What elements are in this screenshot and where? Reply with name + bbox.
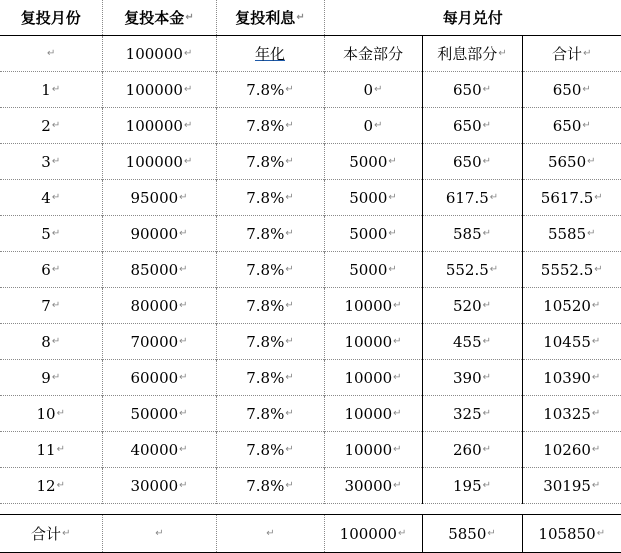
paragraph-mark: ↵ [393, 300, 402, 311]
total-value: 10260 [543, 440, 591, 459]
month-cell[interactable] [0, 108, 102, 144]
paragraph-mark: ↵ [482, 120, 492, 131]
subheader-principal-part-label: 本金部分 [342, 45, 403, 63]
paragraph-mark: ↵ [393, 444, 402, 455]
rate-cell[interactable] [216, 324, 324, 360]
paragraph-mark: ↵ [51, 300, 61, 311]
month-value: 8 [41, 332, 51, 351]
interest-part-cell[interactable] [422, 324, 522, 360]
rate-value: 7.8% [246, 80, 285, 99]
paragraph-mark: ↵ [285, 120, 294, 131]
paragraph-mark: ↵ [482, 336, 492, 347]
header-row [0, 0, 621, 36]
month-value: 10 [36, 404, 56, 423]
interest-part-value: 585 [452, 224, 482, 243]
paragraph-mark: ↵ [285, 480, 294, 491]
principal-value: 30000 [130, 476, 179, 495]
interest-part-cell[interactable] [422, 396, 522, 432]
principal-value: 50000 [130, 404, 179, 423]
totals-rate-cell[interactable] [216, 515, 324, 553]
total-cell[interactable] [522, 72, 621, 108]
paragraph-mark: ↵ [393, 372, 402, 383]
total-value: 10390 [543, 368, 591, 387]
rate-value: 7.8% [246, 188, 285, 207]
totals-principal-part-cell[interactable] [324, 515, 422, 553]
table-row [0, 324, 621, 360]
total-value: 5650 [547, 152, 587, 171]
paragraph-mark: ↵ [482, 156, 492, 167]
rate-value: 7.8% [246, 296, 285, 315]
month-cell[interactable] [0, 360, 102, 396]
paragraph-mark: ↵ [51, 156, 61, 167]
rate-value: 7.8% [246, 332, 285, 351]
header-month-label: 复投月份 [20, 9, 81, 27]
total-value: 10520 [543, 296, 591, 315]
table-row [0, 180, 621, 216]
total-cell[interactable] [522, 468, 621, 504]
rate-value: 7.8% [246, 476, 285, 495]
month-value: 3 [41, 152, 51, 171]
total-cell[interactable] [522, 396, 621, 432]
paragraph-mark: ↵ [582, 84, 591, 95]
principal-cell[interactable] [102, 432, 216, 468]
paragraph-mark: ↵ [591, 372, 601, 383]
paragraph-mark: ↵ [498, 48, 507, 59]
paragraph-mark: ↵ [296, 12, 305, 23]
paragraph-mark: ↵ [62, 528, 71, 539]
paragraph-mark: ↵ [183, 48, 193, 59]
principal-part-value: 10000 [344, 368, 393, 387]
paragraph-mark: ↵ [374, 120, 383, 131]
month-cell[interactable] [0, 144, 102, 180]
paragraph-mark: ↵ [388, 192, 397, 203]
month-cell[interactable] [0, 288, 102, 324]
table-row [0, 252, 621, 288]
paragraph-mark: ↵ [482, 444, 492, 455]
subheader-annualized-label: 年化 [254, 45, 285, 63]
rate-cell[interactable] [216, 360, 324, 396]
interest-part-value: 455 [452, 332, 482, 351]
paragraph-mark: ↵ [51, 192, 61, 203]
totals-total-cell[interactable] [522, 515, 621, 553]
principal-part-cell[interactable] [324, 144, 422, 180]
header-cell-principal[interactable] [102, 0, 216, 36]
month-cell[interactable] [0, 252, 102, 288]
paragraph-mark: ↵ [489, 264, 499, 275]
subheader-cell-2[interactable] [102, 36, 216, 72]
rate-cell[interactable] [216, 108, 324, 144]
principal-cell[interactable] [102, 144, 216, 180]
principal-part-value: 30000 [344, 476, 393, 495]
subheader-interest-part-label: 利息部分 [437, 45, 498, 63]
paragraph-mark: ↵ [56, 408, 65, 419]
principal-part-cell[interactable] [324, 108, 422, 144]
paragraph-mark: ↵ [388, 228, 397, 239]
principal-part-value: 5000 [349, 224, 388, 243]
interest-part-value: 260 [452, 440, 482, 459]
month-value: 9 [41, 368, 51, 387]
paragraph-mark: ↵ [183, 156, 193, 167]
interest-part-cell[interactable] [422, 216, 522, 252]
paragraph-mark: ↵ [388, 264, 397, 275]
principal-part-value: 10000 [344, 440, 393, 459]
paragraph-mark: ↵ [582, 120, 591, 131]
principal-part-cell[interactable] [324, 252, 422, 288]
paragraph-mark: ↵ [179, 480, 188, 491]
principal-cell[interactable] [102, 360, 216, 396]
paragraph-mark: ↵ [56, 444, 65, 455]
total-value: 10455 [543, 332, 591, 351]
paragraph-mark: ↵ [179, 372, 188, 383]
interest-part-cell[interactable] [422, 288, 522, 324]
paragraph-mark: ↵ [285, 192, 294, 203]
paragraph-mark: ↵ [179, 444, 188, 455]
paragraph-mark: ↵ [482, 408, 492, 419]
principal-part-value: 0 [363, 80, 374, 99]
paragraph-mark: ↵ [285, 372, 294, 383]
principal-part-cell[interactable] [324, 288, 422, 324]
paragraph-mark: ↵ [583, 48, 592, 59]
interest-part-value: 650 [452, 116, 482, 135]
paragraph-mark: ↵ [393, 408, 402, 419]
principal-part-cell[interactable] [324, 360, 422, 396]
interest-part-value: 390 [452, 368, 482, 387]
header-cell-month[interactable] [0, 0, 102, 36]
total-value: 5585 [547, 224, 587, 243]
month-value: 1 [41, 80, 51, 99]
principal-cell[interactable] [102, 468, 216, 504]
total-value: 5552.5 [540, 260, 594, 279]
interest-part-value: 552.5 [445, 260, 489, 279]
totals-label-value: 合计 [31, 525, 62, 543]
paragraph-mark: ↵ [482, 84, 492, 95]
total-cell[interactable] [522, 288, 621, 324]
principal-cell[interactable] [102, 324, 216, 360]
interest-part-value: 325 [452, 404, 482, 423]
paragraph-mark: ↵ [179, 300, 188, 311]
principal-cell[interactable] [102, 216, 216, 252]
principal-cell[interactable] [102, 72, 216, 108]
paragraph-mark: ↵ [51, 120, 61, 131]
interest-part-value: 617.5 [445, 188, 489, 207]
totals-interest-part-cell[interactable] [422, 515, 522, 553]
principal-part-cell[interactable] [324, 180, 422, 216]
paragraph-mark: ↵ [489, 192, 499, 203]
total-value: 650 [552, 80, 582, 99]
total-cell[interactable] [522, 360, 621, 396]
interest-part-value: 650 [452, 152, 482, 171]
month-cell[interactable] [0, 216, 102, 252]
paragraph-mark: ↵ [393, 480, 402, 491]
header-principal-label: 复投本金 [124, 9, 185, 27]
header-cell-interest[interactable] [216, 0, 324, 36]
principal-part-value: 5000 [349, 188, 388, 207]
principal-cell[interactable] [102, 288, 216, 324]
principal-value: 100000 [125, 80, 183, 99]
interest-part-cell[interactable] [422, 432, 522, 468]
paragraph-mark: ↵ [594, 192, 603, 203]
paragraph-mark: ↵ [482, 300, 492, 311]
principal-cell[interactable] [102, 180, 216, 216]
interest-part-value: 195 [452, 476, 482, 495]
subheader-cell-5[interactable] [422, 36, 522, 72]
subheader-cell-3[interactable] [216, 36, 324, 72]
paragraph-mark: ↵ [179, 264, 188, 275]
principal-value: 100000 [125, 152, 183, 171]
paragraph-mark: ↵ [179, 192, 188, 203]
table-row [0, 108, 621, 144]
paragraph-mark: ↵ [397, 528, 407, 539]
interest-part-value: 650 [452, 80, 482, 99]
rate-value: 7.8% [246, 260, 285, 279]
paragraph-mark: ↵ [285, 228, 294, 239]
principal-part-cell[interactable] [324, 324, 422, 360]
principal-cell[interactable] [102, 396, 216, 432]
paragraph-mark: ↵ [285, 444, 294, 455]
principal-part-cell[interactable] [324, 72, 422, 108]
paragraph-mark: ↵ [285, 336, 294, 347]
principal-value: 40000 [130, 440, 179, 459]
table-row [0, 396, 621, 432]
rate-cell[interactable] [216, 288, 324, 324]
interest-part-cell[interactable] [422, 108, 522, 144]
principal-value: 95000 [130, 188, 179, 207]
total-cell[interactable] [522, 216, 621, 252]
principal-cell[interactable] [102, 108, 216, 144]
month-value: 12 [36, 476, 56, 495]
totals-total-value: 105850 [538, 524, 596, 543]
table-row [0, 72, 621, 108]
table-row [0, 468, 621, 504]
table-row [0, 432, 621, 468]
paragraph-mark: ↵ [487, 528, 496, 539]
rate-cell[interactable] [216, 72, 324, 108]
total-value: 5617.5 [540, 188, 594, 207]
month-cell[interactable] [0, 396, 102, 432]
paragraph-mark: ↵ [51, 84, 61, 95]
rate-cell[interactable] [216, 396, 324, 432]
rate-cell[interactable] [216, 216, 324, 252]
paragraph-mark: ↵ [591, 336, 601, 347]
header-monthly-payout-label: 每月兑付 [442, 9, 503, 27]
paragraph-mark: ↵ [482, 228, 492, 239]
paragraph-mark: ↵ [179, 228, 188, 239]
rate-value: 7.8% [246, 224, 285, 243]
table-row [0, 144, 621, 180]
paragraph-mark: ↵ [56, 480, 65, 491]
subheader-total-label: 合计 [552, 45, 583, 63]
paragraph-mark: ↵ [285, 300, 294, 311]
paragraph-mark: ↵ [285, 264, 294, 275]
total-cell[interactable] [522, 324, 621, 360]
paragraph-mark: ↵ [388, 156, 397, 167]
paragraph-mark: ↵ [179, 408, 188, 419]
table-row [0, 288, 621, 324]
subheader-row [0, 36, 621, 72]
principal-part-value: 10000 [344, 332, 393, 351]
paragraph-mark: ↵ [179, 336, 188, 347]
paragraph-mark: ↵ [591, 300, 601, 311]
spacer-cell [0, 504, 621, 515]
total-cell[interactable] [522, 108, 621, 144]
paragraph-mark: ↵ [51, 228, 61, 239]
paragraph-mark: ↵ [591, 444, 601, 455]
header-interest-label: 复投利息 [235, 9, 296, 27]
month-cell[interactable] [0, 432, 102, 468]
principal-value: 80000 [130, 296, 179, 315]
month-cell[interactable] [0, 468, 102, 504]
paragraph-mark: ↵ [482, 480, 492, 491]
paragraph-mark: ↵ [47, 48, 56, 59]
month-value: 7 [41, 296, 51, 315]
paragraph-mark: ↵ [596, 528, 606, 539]
month-value: 6 [41, 260, 51, 279]
principal-part-value: 0 [363, 116, 374, 135]
subheader-cell-4[interactable] [324, 36, 422, 72]
month-value: 2 [41, 116, 51, 135]
paragraph-mark: ↵ [285, 84, 294, 95]
principal-part-value: 10000 [344, 404, 393, 423]
paragraph-mark: ↵ [587, 228, 596, 239]
principal-cell[interactable] [102, 252, 216, 288]
total-value: 650 [552, 116, 582, 135]
principal-part-cell[interactable] [324, 216, 422, 252]
principal-value: 70000 [130, 332, 179, 351]
principal-part-value: 5000 [349, 260, 388, 279]
rate-value: 7.8% [246, 440, 285, 459]
totals-row [0, 515, 621, 553]
total-value: 10325 [543, 404, 591, 423]
month-cell[interactable] [0, 180, 102, 216]
paragraph-mark: ↵ [266, 528, 275, 539]
paragraph-mark: ↵ [374, 84, 383, 95]
rate-cell[interactable] [216, 144, 324, 180]
interest-part-cell[interactable] [422, 360, 522, 396]
paragraph-mark: ↵ [587, 156, 596, 167]
principal-part-cell[interactable] [324, 432, 422, 468]
month-value: 4 [41, 188, 51, 207]
totals-interest-part-value: 5850 [448, 524, 487, 543]
subheader-cell-6[interactable] [522, 36, 621, 72]
principal-part-value: 5000 [349, 152, 388, 171]
month-cell[interactable] [0, 72, 102, 108]
paragraph-mark: ↵ [185, 12, 194, 23]
totals-label-cell[interactable] [0, 515, 102, 553]
paragraph-mark: ↵ [594, 264, 603, 275]
totals-principal-part-value: 100000 [339, 524, 397, 543]
paragraph-mark: ↵ [51, 372, 61, 383]
rate-value: 7.8% [246, 404, 285, 423]
header-cell-monthly-payout[interactable] [324, 0, 621, 36]
total-cell[interactable] [522, 144, 621, 180]
principal-value: 90000 [130, 224, 179, 243]
paragraph-mark: ↵ [285, 156, 294, 167]
rate-value: 7.8% [246, 368, 285, 387]
rate-cell[interactable] [216, 432, 324, 468]
paragraph-mark: ↵ [393, 336, 402, 347]
rate-cell[interactable] [216, 468, 324, 504]
month-value: 5 [41, 224, 51, 243]
paragraph-mark: ↵ [591, 480, 601, 491]
paragraph-mark: ↵ [155, 528, 164, 539]
total-cell[interactable] [522, 432, 621, 468]
month-value: 11 [36, 440, 56, 459]
interest-part-value: 520 [452, 296, 482, 315]
principal-part-value: 10000 [344, 296, 393, 315]
subheader-principal-value: 100000 [125, 44, 183, 63]
paragraph-mark: ↵ [285, 408, 294, 419]
total-cell[interactable] [522, 252, 621, 288]
spacer-row [0, 504, 621, 515]
interest-part-cell[interactable] [422, 144, 522, 180]
interest-part-cell[interactable] [422, 468, 522, 504]
subheader-cell-1[interactable] [0, 36, 102, 72]
table-row [0, 360, 621, 396]
month-cell[interactable] [0, 324, 102, 360]
interest-part-cell[interactable] [422, 72, 522, 108]
interest-part-cell[interactable] [422, 252, 522, 288]
principal-part-cell[interactable] [324, 396, 422, 432]
paragraph-mark: ↵ [183, 120, 193, 131]
paragraph-mark: ↵ [183, 84, 193, 95]
principal-value: 100000 [125, 116, 183, 135]
principal-value: 60000 [130, 368, 179, 387]
interest-part-cell[interactable] [422, 180, 522, 216]
rate-cell[interactable] [216, 252, 324, 288]
paragraph-mark: ↵ [51, 264, 61, 275]
rate-value: 7.8% [246, 152, 285, 171]
rate-cell[interactable] [216, 180, 324, 216]
table-row [0, 216, 621, 252]
total-cell[interactable] [522, 180, 621, 216]
total-value: 30195 [543, 476, 591, 495]
principal-part-cell[interactable] [324, 468, 422, 504]
totals-principal-cell[interactable] [102, 515, 216, 553]
principal-value: 85000 [130, 260, 179, 279]
paragraph-mark: ↵ [482, 372, 492, 383]
rate-value: 7.8% [246, 116, 285, 135]
paragraph-mark: ↵ [51, 336, 61, 347]
paragraph-mark: ↵ [591, 408, 601, 419]
